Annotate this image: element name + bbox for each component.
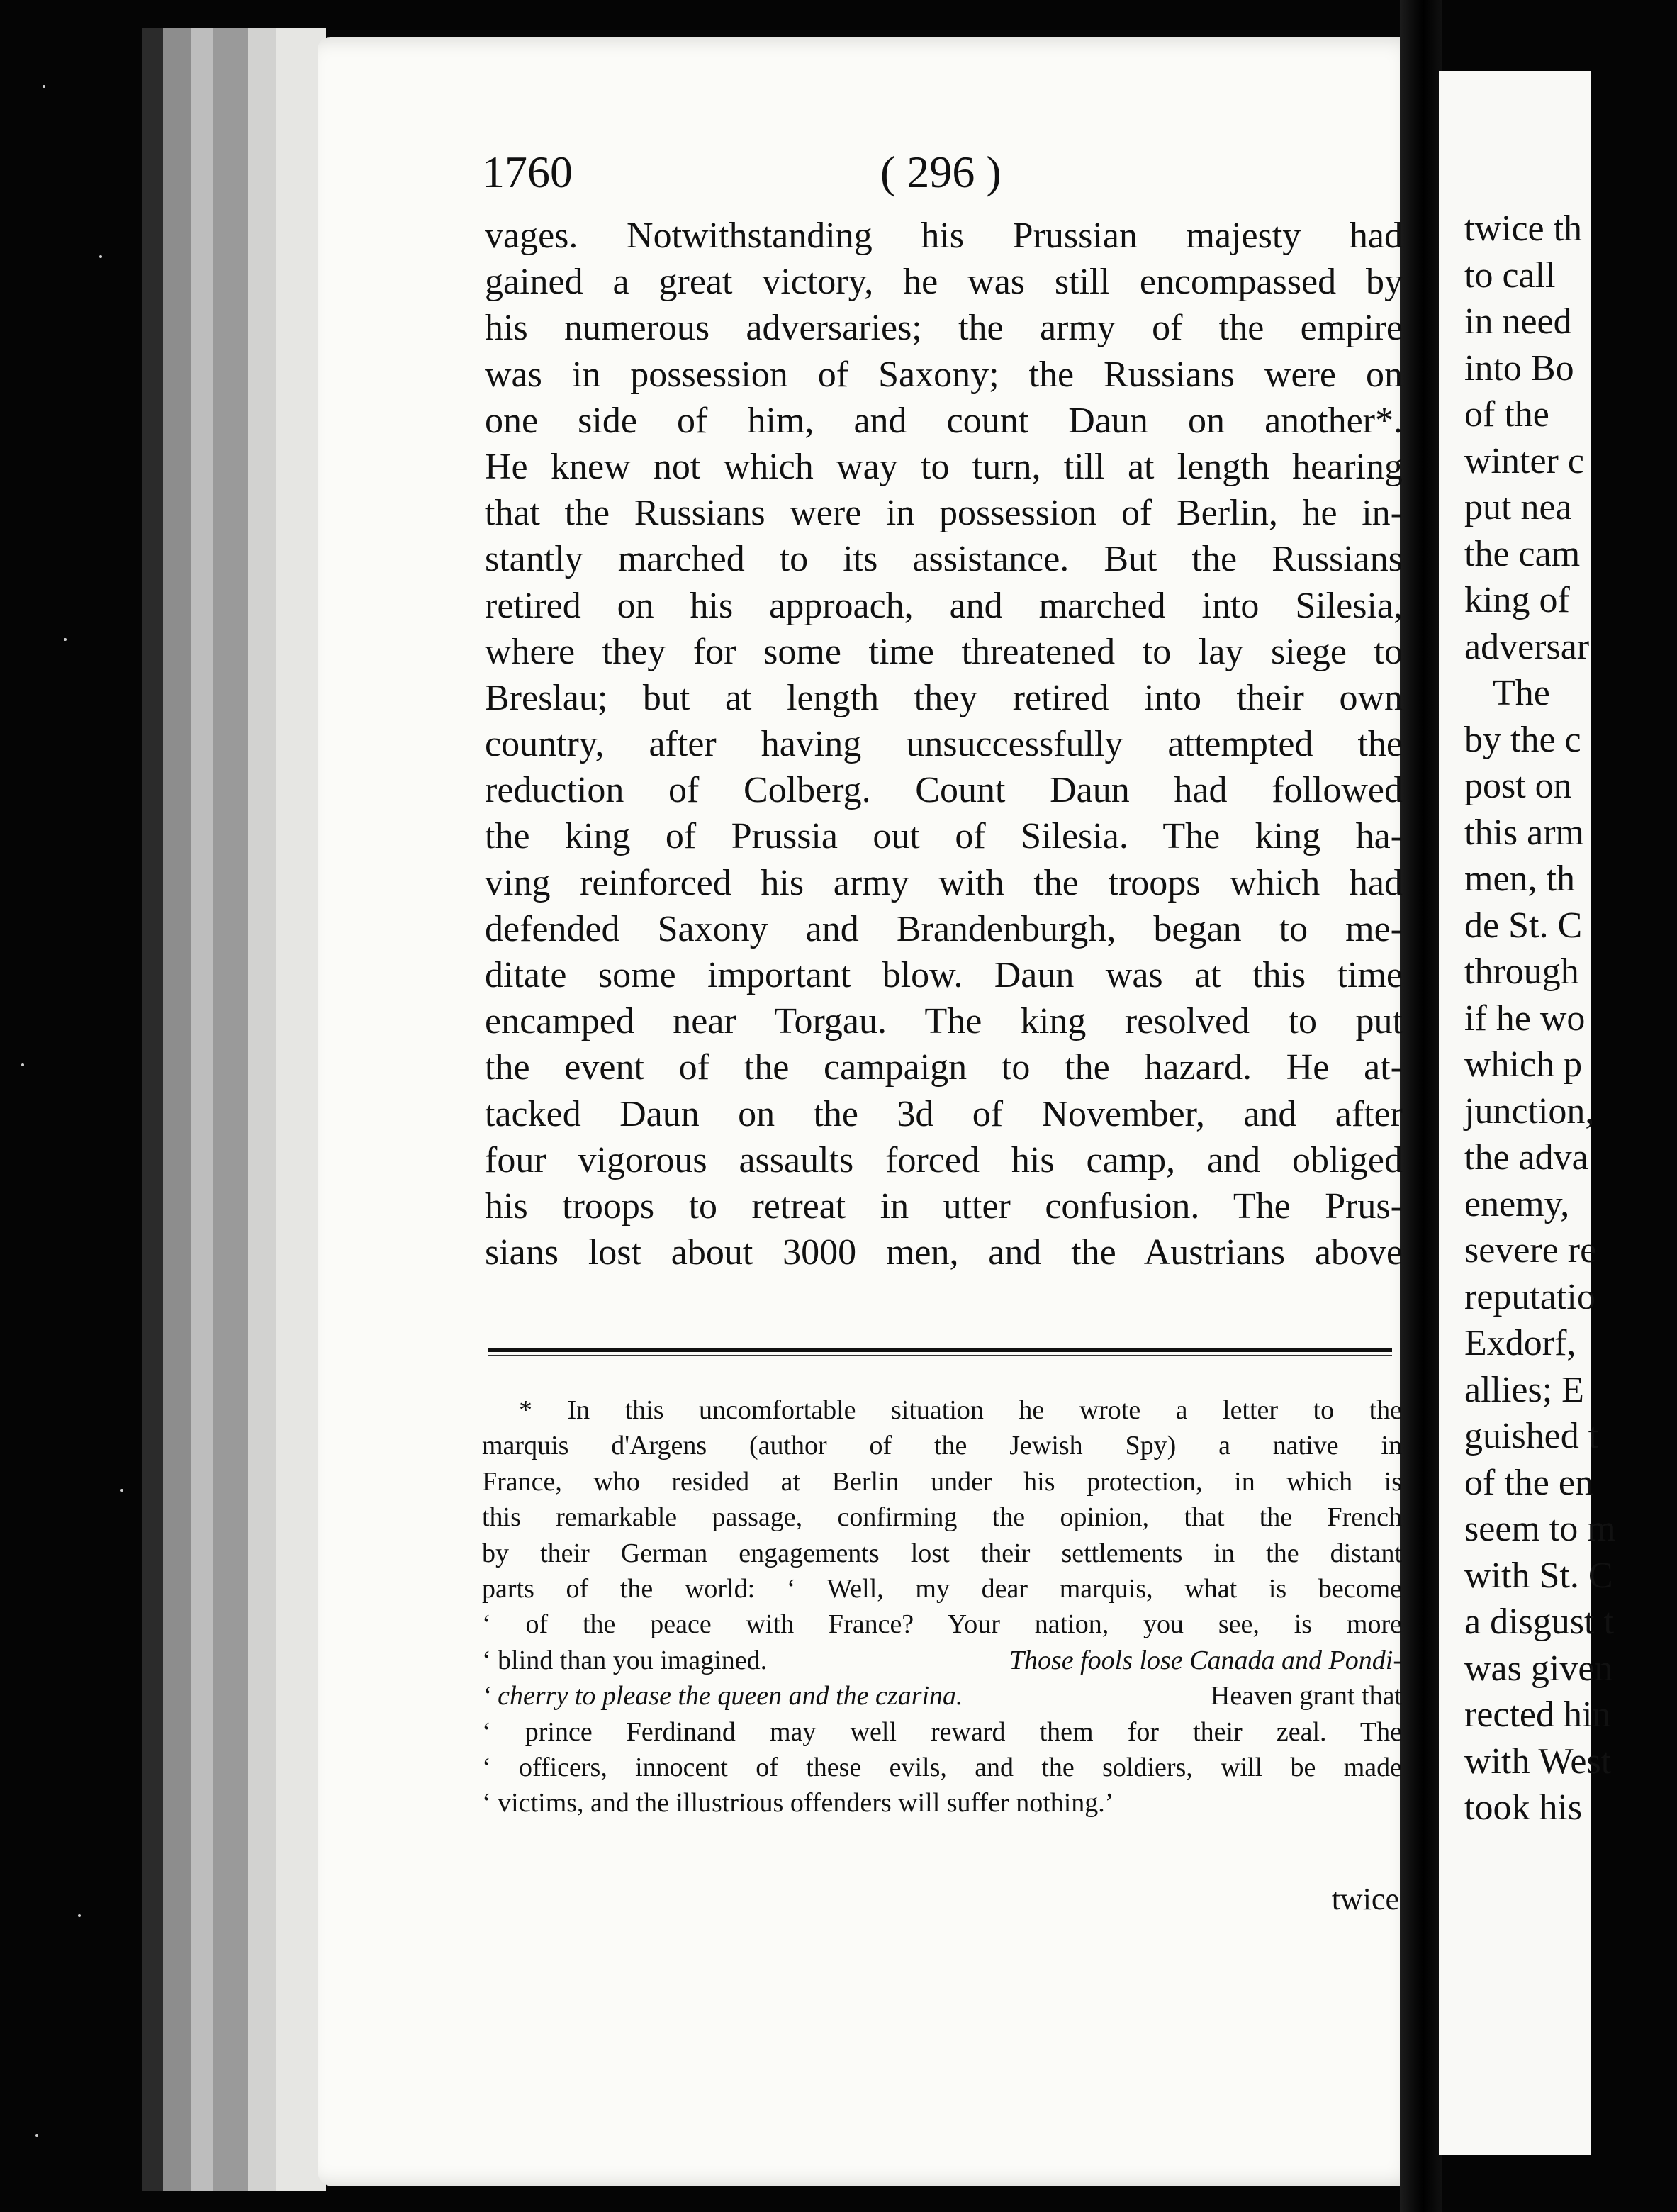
text-line: sians lost about 3000 men, and the Austrians above [485,1232,1403,1273]
catchword: twice [1331,1882,1399,1916]
text-line: He knew not which way to turn, till at length hearing [485,446,1403,487]
running-header [482,146,1389,210]
text-line: defended Saxony and Brandenburgh, began to me- [485,908,1403,949]
facing-line: was given [1464,1648,1613,1689]
facing-line: into Bo [1464,347,1574,389]
text-line: where they for some time threatened to lay siege to [485,631,1403,672]
facing-line: with West [1464,1741,1612,1782]
facing-line: post on [1464,766,1572,806]
book-gutter [1400,0,1442,2212]
footnote-line: ‘ officers, innocent of these evils, and the soldiers, will be made [482,1752,1402,1782]
facing-line: which p [1464,1044,1583,1085]
facing-page [1439,71,1616,2155]
facing-line: the cam [1464,533,1581,574]
facing-line: through [1464,951,1579,992]
facing-line: de St. C [1464,905,1583,946]
text-line: country, after having unsuccessfully attempted the [485,724,1403,765]
main-text [485,213,1403,1275]
text-line: ving reinforced his army with the troops which had [485,862,1403,903]
facing-line: seem to m [1464,1509,1616,1549]
footnote-line: France, who resided at Berlin under his protection, in which is [482,1466,1402,1497]
text-line: Breslau; but at length they retired into their own [485,677,1403,718]
footnote-rule-thin [488,1355,1392,1356]
text-line: tacked Daun on the 3d of November, and after [485,1093,1403,1134]
footnote-line-mixed [482,1643,1402,1678]
facing-line: put nea [1464,487,1572,527]
facing-line: winter c [1464,440,1584,481]
facing-line: in need [1464,301,1572,342]
footnote-italic-segment: Those fools lose Canada and Pondi- [1009,1645,1402,1675]
footnote-segment: ‘ blind than you imagined. [482,1645,768,1675]
footnote-line: ‘ of the peace with France? Your nation, you see, is more [482,1609,1402,1640]
footnote-line: ‘ victims, and the illustrious offenders will suffer nothing.’ [482,1788,1114,1819]
text-line: reduction of Colberg. Count Daun had followed [485,770,1403,811]
text-line: retired on his approach, and marched into Silesia, [485,585,1403,626]
facing-line: men, th [1464,859,1575,899]
facing-line: reputatio [1464,1276,1595,1317]
facing-line: of the en [1464,1462,1593,1503]
facing-line: this arm [1464,812,1584,853]
text-line: encamped near Torgau. The king resolved to put [485,1001,1403,1042]
page-stack-edge [142,28,326,2191]
text-line: ditate some important blow. Daun was at this time [485,955,1403,995]
footnote-rule [488,1348,1392,1352]
facing-line: king of [1464,580,1570,620]
footnote-line: parts of the world: ‘ Well, my dear marquis, what is become [482,1573,1402,1604]
text-line: his numerous adversaries; the army of the empire [485,308,1403,349]
text-line: the king of Prussia out of Silesia. The king ha- [485,816,1403,857]
footnote-line: * In this uncomfortable situation he wrote a letter to the [519,1395,1402,1425]
facing-line: junction, [1464,1090,1595,1132]
facing-line: took his [1464,1787,1583,1828]
footnote-line: ‘ prince Ferdinand may well reward them for their zeal. The [482,1716,1402,1747]
text-line: gained a great victory, he was still encompassed by [485,262,1403,303]
text-line: was in possession of Saxony; the Russians were on [485,354,1403,395]
text-line: four vigorous assaults forced his camp, and obliged [485,1139,1403,1180]
facing-line: The [1493,673,1550,713]
facing-line: guished t [1464,1416,1599,1456]
facing-line: if he wo [1464,998,1586,1039]
footnote-segment: Heaven grant that [1210,1681,1402,1711]
text-line: the event of the campaign to the hazard. He at- [485,1047,1403,1088]
facing-line: by the c [1464,719,1581,760]
facing-line: to call [1464,255,1556,296]
facing-line: with St. C [1464,1555,1613,1596]
text-line: vages. Notwithstanding his Prussian majesty had [485,216,1403,256]
footnote-line: by their German engagements lost their settlements in the distant [482,1538,1402,1568]
facing-line: of the [1464,394,1549,435]
page-number: ( 296 ) [880,147,1002,197]
footnote-line: marquis d'Argens (author of the Jewish Spy) a native in [482,1431,1402,1461]
footnote-italic-segment: ‘ cherry to please the queen and the czarina. [482,1681,963,1711]
facing-line: allies; E [1464,1369,1584,1410]
facing-line: rected hin [1464,1694,1611,1735]
text-line: stantly marched to its assistance. But the Russians [485,539,1403,580]
facing-line: twice th [1464,208,1583,249]
text-line: one side of him, and count Daun on another*. [485,400,1403,441]
footnote-line: this remarkable passage, confirming the opinion, that the French [482,1502,1402,1533]
facing-line: severe re [1464,1230,1597,1270]
header-year: 1760 [482,147,573,197]
text-line: that the Russians were in possession of Berlin, he in- [485,493,1403,534]
facing-page-text [1464,206,1677,1831]
facing-line: enemy, [1464,1183,1570,1224]
facing-line: the adva [1464,1137,1588,1178]
facing-line: adversar [1464,626,1590,667]
footnote-line-mixed [482,1678,1402,1714]
footnote [482,1392,1402,1821]
text-line: his troops to retreat in utter confusion. The Prus- [485,1185,1403,1227]
facing-line: a disgust t [1464,1602,1614,1642]
facing-line: Exdorf, [1464,1323,1576,1363]
